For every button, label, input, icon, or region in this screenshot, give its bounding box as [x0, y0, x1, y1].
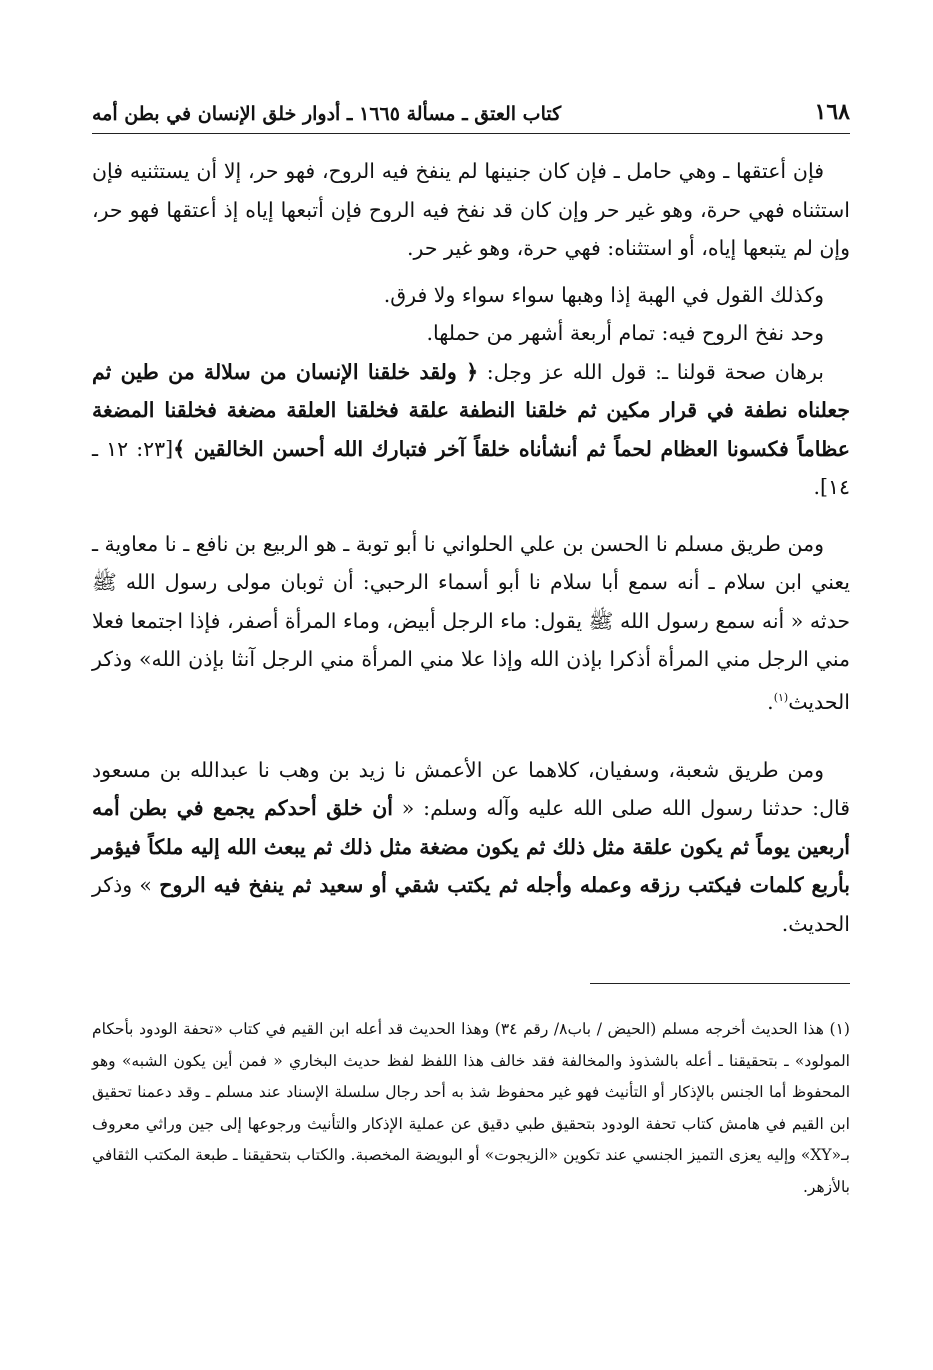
proof-intro: برهان صحة قولنا ـ: قول الله عز وجل:: [478, 359, 824, 384]
running-header: [92, 88, 850, 134]
book-page: [92, 88, 850, 1348]
paragraph-freed-pregnant: فإن أعتقها ـ وهي حامل ـ فإن كان جنينها لم ينفخ فيه الروح، فهو حر، إلا أن يستثنيه فإن استثناه فهي حرة، وهو غير حر وإن كان قد نفخ فيه الروح فإن أتبعها إياه إذ أعتقها فهو حر، وإن لم يتبعها إياه، أو استثناه: فهي حرة، وهو غير حر.: [92, 159, 850, 260]
footnote-marker[interactable]: (١): [773, 690, 789, 704]
running-title: كتاب العتق ـ مسألة ١٦٦٥ ـ أدوار خلق الإنسان في بطن أمه: [92, 103, 562, 125]
hadith-intro: ومن طريق شعبة، وسفيان، كلاهما عن الأعمش نا زيد بن وهب نا عبدالله بن مسعود قال: حدثنا رسول الله صلى الله عليه وآله وسلم: «: [92, 757, 851, 821]
hadith-text: ومن طريق مسلم نا الحسن بن علي الحلواني نا أبو توبة ـ هو الربيع بن نافع ـ نا معاوية ـ يعني ابن سلام ـ أنه سمع أبا سلام نا أبو أسماء الرحبي: أن ثوبان مولى رسول الله ﷺ حدثه « أنه سمع رسول الله ﷺ يقول: ماء الرجل أبيض، وماء المرأة أصفر، فإذا اجتمعا فعلا مني الرجل مني المرأة أذكرا بإذن الله وإذا علا مني المرأة مني الرجل آنثا بإذن الله» وذكر الحديث: [92, 531, 850, 714]
paragraph-ensoulment-limit: وحد نفخ الروح فيه: تمام أربعة أشهر من حملها.: [426, 321, 824, 345]
quran-verse: ﴿ ولقد خلقنا الإنسان من سلالة من طين ثم جعلناه نطفة في قرار مكين ثم خلقنا النطفة علقة فخلقنا العلقة مضغة فخلقنا المضغة عظاماً فكسونا العظام لحماً ثم أنشأناه خلقاً آخر فتبارك الله أحسن الخالقين ﴾: [92, 359, 850, 461]
sentence-end: .: [767, 689, 774, 714]
verse-reference: [٢٣: ١٢ ـ ١٤].: [92, 436, 850, 499]
paragraph-gift: وكذلك القول في الهبة إذا وهبها سواء سواء ولا فرق.: [383, 282, 824, 307]
paragraph-ibn-masud-hadith: [92, 751, 850, 944]
hadith-emphasis: أن خلق أحدكم يجمع في بطن أمه أربعين يوماً ثم يكون علقة مثل ذلك ثم يكون مضغة مثل ذلك ثم يبعث الله إليه ملكاً فيؤمر بأربع كلمات فيكتب رزقه وعمله وأجله ثم يكتب شقي أو سعيد ثم ينفخ فيه الروح: [92, 796, 850, 898]
paragraph-quran-proof: [92, 353, 850, 507]
footnote-1: (١) هذا الحديث أخرجه مسلم (الحيض / باب٨/ رقم ٣٤) وهذا الحديث قد أعله ابن القيم في كتاب «تحفة الودود بأحكام المولود» ـ بتحقيقنا ـ أعله بالشذوذ والمخالفة فقد خالف هذا اللفظ لفظ حديث البخاري « فمن أين يكون الشبه» وهو المحفوظ أما الجنس بالإذكار أو التأنيث فهو غير محفوظ شذ به أحد رجال سلسلة الإسناد عند مسلم ـ وقد دعمنا تحقيق ابن القيم في هامش كتاب تحفة الودود بتحقيق طبي دقيق عن عملية الإذكار والتأنيث ورجوعها إلى جين وراثي معروف بـ«XY» وإليه يعزى التميز الجنسي عند تكوين «الزيجوت» أو البويضة المخصبة. والكتاب بتحقيقنا ـ طبعة المكتب الثقافي بالأزهر.: [92, 1020, 850, 1196]
page-number: ١٦٨: [814, 99, 850, 125]
hadith-end: » وذكر الحديث.: [92, 873, 850, 936]
footnote-divider: [590, 983, 850, 984]
paragraph-muslim-hadith: [92, 525, 850, 721]
main-text: [92, 152, 850, 943]
